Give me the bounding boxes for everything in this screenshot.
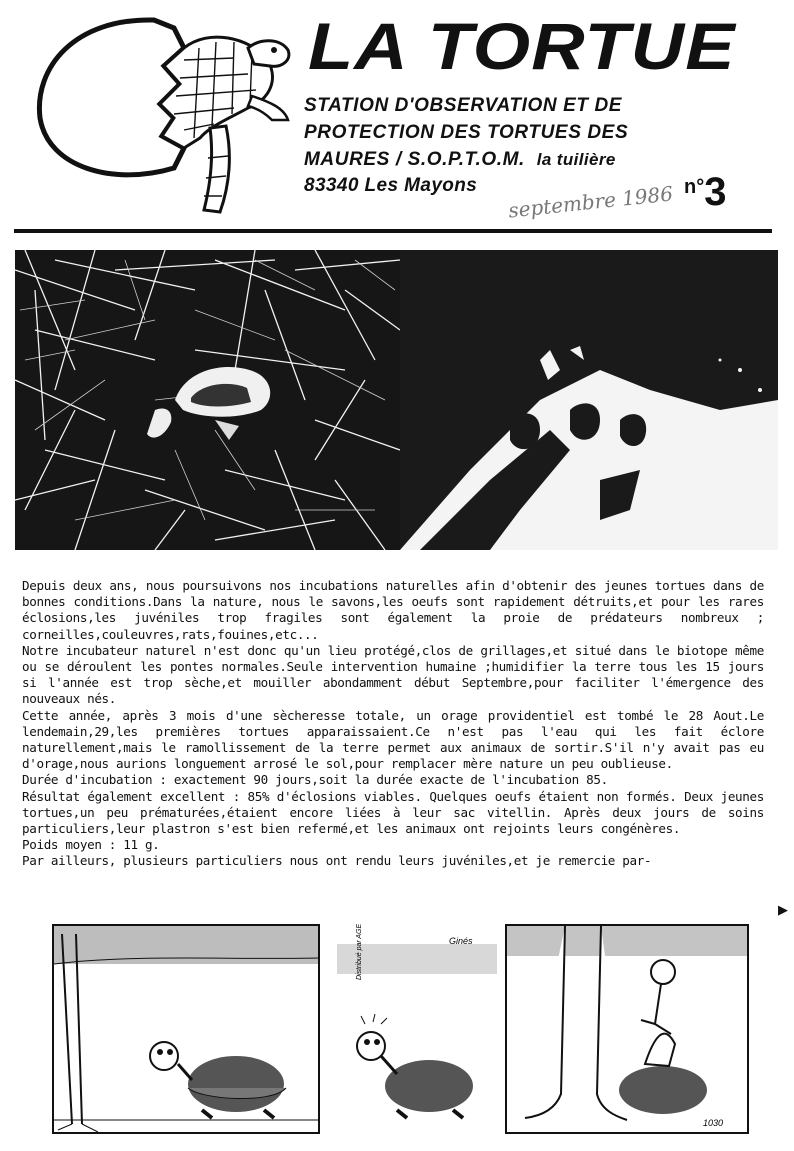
comic-panel-1 (52, 924, 320, 1134)
subtitle-line-3 (304, 146, 764, 173)
turtle-egg-logo-icon (34, 8, 294, 218)
handwritten-date: septembre 1986 (507, 181, 675, 223)
comic-panel-2-drawing (337, 924, 497, 1134)
subtitle-org: MAURES / S.O.P.T.O.M. (304, 149, 525, 170)
issue-digit: 3 (704, 170, 727, 214)
issue-number (684, 170, 726, 215)
address: 83340 Les Mayons (304, 175, 478, 196)
continue-arrow-icon: ▶ (778, 902, 788, 917)
comic-panel-1-drawing (52, 924, 320, 1134)
subtitle-place: la tuilière (536, 150, 616, 169)
paragraph-weight: Poids moyen : 11 g. (22, 837, 160, 853)
grass-photo-image (15, 250, 400, 550)
comic-strip-number: 1030 (703, 1118, 724, 1128)
subtitle-line-2: PROTECTION DES TORTUES DES (304, 122, 629, 143)
subtitle-line-1: STATION D'OBSERVATION ET DE (304, 95, 623, 116)
comic-panel-2 (337, 924, 497, 1134)
paragraph-duration: Durée d'incubation : exactement 90 jours,soit la durée exacte de l'incubation 85. (22, 772, 608, 788)
comic-panel-3 (505, 924, 749, 1134)
photo-turtle-in-grass (15, 250, 400, 550)
photo-hatchlings (400, 250, 778, 550)
organization-name (304, 92, 764, 173)
paragraph-results: Résultat également excellent : 85% d'éclosions viables. Quelques oeufs étaient non formés. Deux jeunes tortues,un peu prématurées,étaient encore liées à leur sac vitellin. Après deux jours de soins particuliers,leur plastron s'est bien refermé,et les animaux ont rejoints leurs congénères. (22, 788, 764, 837)
hatchlings-photo-image (400, 250, 778, 550)
newsletter-title: LA TORTUE (308, 9, 736, 83)
paragraph-storm: Cette année, après 3 mois d'une sècheresse totale, un orage providentiel est tombé le 28 Aout.Le lendemain,29,les premières tortues apparaissaient.Ce n'est pas l'eau qui les fait éclore naturellement,mais le ramollissement de la terre permet aux animaux de sortir.S'il n'y avait pas eu d'orage,nous aurions longuement arrosé le sol,pour remplacer mère nature un peu oublieuse. (22, 707, 764, 772)
header-divider (14, 229, 772, 233)
article-body (22, 578, 764, 870)
comic-logo: Ginés (449, 936, 473, 946)
comic-panel-3-drawing (505, 924, 749, 1134)
paragraph-intro: Depuis deux ans, nous poursuivons nos incubations naturelles afin d'obtenir des jeunes tortues dans de bonnes conditions.Dans la nature, nous le savons,les oeufs sont rapidement détruits,et pour les rares éclosions,les juvéniles trop fragiles sont également la proie de prédateurs nombreux ; corneilles,couleuvres,rats,fouines,etc... (22, 578, 764, 642)
issue-prefix: n° (684, 176, 705, 198)
comic-credit: Distribué par AGEPRESSE (356, 924, 363, 980)
paragraph-continued: Par ailleurs, plusieurs particuliers nous ont rendu leurs juvéniles,et je remercie par- (22, 853, 652, 869)
paragraph-incubator: Notre incubateur naturel n'est donc qu'un lieu protégé,clos de grillages,et situé dans le biotope même ou se déroulent les pontes normales.Seule intervention humaine ;humidifier la terre tous les 15 jours si l'année est trop sèche,et mouiller abondamment début Septembre,pour faciliter l'émergence des nouveaux nés. (22, 642, 764, 707)
